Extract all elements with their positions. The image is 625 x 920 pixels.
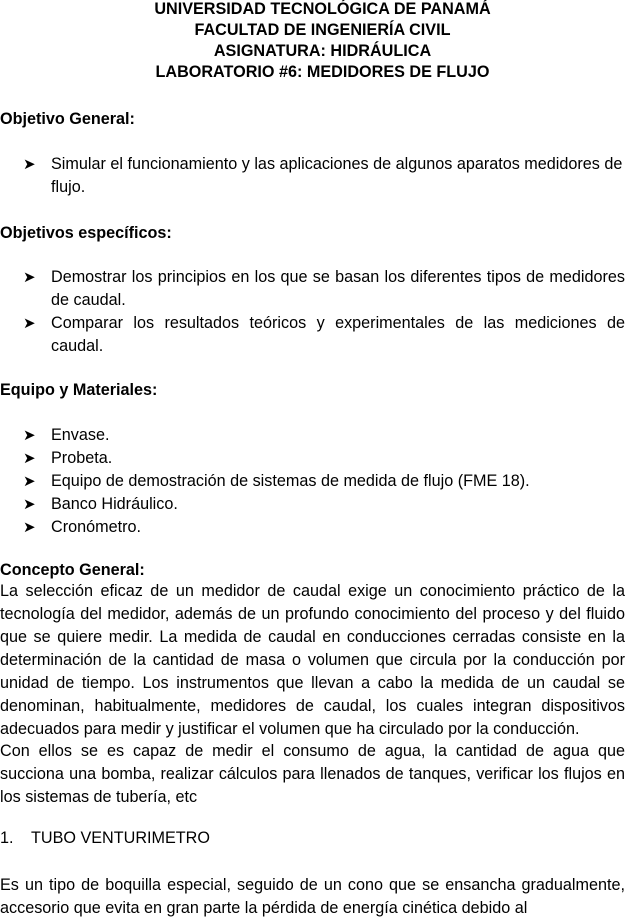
arrowhead-bullet-icon: ➤: [23, 427, 36, 444]
list-item: ➤ Simular el funcionamiento y las aplicaciones de algunos aparatos medidores de flujo.: [23, 155, 623, 196]
section-1-heading: [0, 828, 210, 849]
arrowhead-bullet-icon: ➤: [23, 269, 36, 286]
arrowhead-bullet-icon: ➤: [23, 156, 36, 173]
section-1-paragraph: Es un tipo de boquilla especial, seguido de un cono que se ensancha gradualmente, accesorio que evita en gran parte la pérdida de energía cinética debido al: [0, 876, 625, 917]
objetivo-general-list: [0, 153, 625, 199]
list-item: ➤ Demostrar los principios en los que se basan los diferentes tipos de medidores de caudal.: [23, 268, 625, 309]
list-item: ➤ Comparar los resultados teóricos y experimentales de las mediciones de caudal.: [23, 314, 625, 355]
arrowhead-bullet-icon: ➤: [23, 315, 36, 332]
objetivos-especificos-title: Objetivos específicos:: [0, 224, 172, 242]
arrowhead-bullet-icon: ➤: [23, 473, 36, 490]
lab-title: LABORATORIO #6: MEDIDORES DE FLUJO: [155, 63, 490, 81]
concepto-paragraph-1: La selección eficaz de un medidor de caudal exige un conocimiento práctico de la tecnología del medidor, además de un profundo conocimiento del proceso y del fluido que se quiere medir. La medida de caudal en conducciones cerradas consiste en la determinación de la cantidad de masa o volumen que circula por la conducción por unidad de tiempo. Los instrumentos que llevan a cabo la medida de un caudal se denominan, habitualmente, medidores de caudal, los cuales integran dispositivos adecuados para medir y justificar el volumen que ha circulado por la conducción.: [0, 582, 625, 738]
faculty-name: FACULTAD DE INGENIERÍA CIVIL: [194, 21, 451, 39]
arrowhead-bullet-icon: ➤: [23, 496, 36, 513]
concepto-paragraph-2: Con ellos se es capaz de medir el consumo de agua, la cantidad de agua que succiona una bomba, realizar cálculos para llenados de tanques, verificar los flujos en los sistemas de tubería, etc: [0, 742, 625, 806]
document-header: [0, 0, 625, 83]
list-item: ➤ Banco Hidráulico.: [0, 493, 625, 516]
list-item: ➤ Envase.: [0, 424, 625, 447]
section-1-title: TUBO VENTURIMETRO: [31, 829, 210, 847]
subject-name: ASIGNATURA: HIDRÁULICA: [213, 42, 432, 60]
equipo-list: [0, 424, 625, 539]
university-name: UNIVERSIDAD TECNOLÓGICA DE PANAMÁ: [154, 0, 491, 18]
objetivo-general-title: Objetivo General:: [0, 110, 135, 128]
concepto-title: Concepto General:: [0, 561, 145, 579]
list-item: ➤ Equipo de demostración de sistemas de medida de flujo (FME 18).: [0, 470, 625, 493]
list-item: ➤ Probeta.: [0, 447, 625, 470]
arrowhead-bullet-icon: ➤: [23, 450, 36, 467]
section-1-number: 1.: [0, 829, 14, 847]
arrowhead-bullet-icon: ➤: [23, 519, 36, 536]
equipo-title: Equipo y Materiales:: [0, 381, 158, 399]
list-item: ➤ Cronómetro.: [0, 516, 625, 539]
objetivos-especificos-list: [0, 266, 625, 358]
